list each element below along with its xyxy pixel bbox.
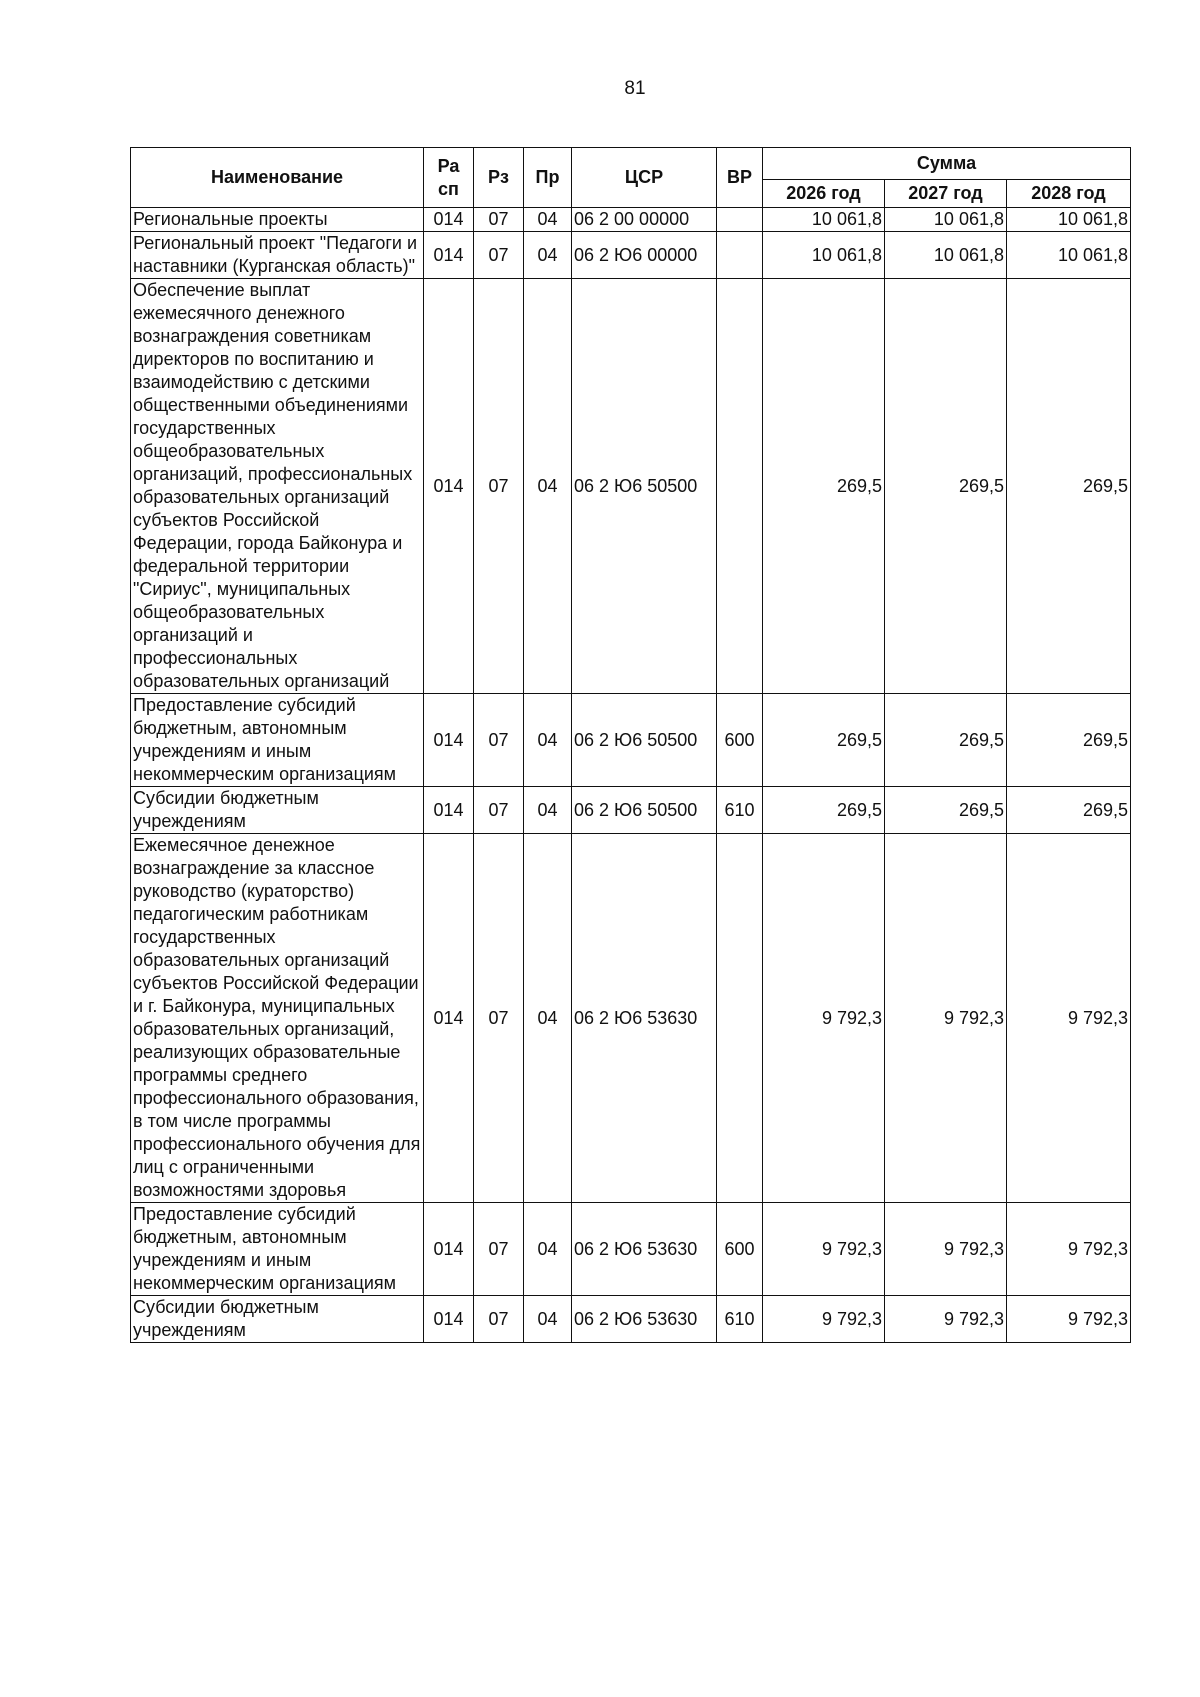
row-pr: 04: [524, 232, 572, 279]
row-vr: [717, 208, 763, 232]
row-csr: 06 2 Ю6 50500: [572, 787, 717, 834]
header-vr: ВР: [717, 148, 763, 208]
header-rasp-top: Ра: [437, 155, 460, 176]
row-csr: 06 2 Ю6 53630: [572, 1296, 717, 1343]
row-pr: 04: [524, 1203, 572, 1296]
page-number: 81: [624, 78, 646, 99]
header-year-2027: 2027 год: [885, 180, 1007, 208]
row-pr: 04: [524, 694, 572, 787]
row-sum-2027: 269,5: [885, 694, 1007, 787]
row-rz: 07: [474, 694, 524, 787]
row-sum-2026: 10 061,8: [763, 208, 885, 232]
row-sum-2026: 9 792,3: [763, 834, 885, 1203]
row-name: Ежемесячное денежное вознаграждение за классное руководство (кураторство) педагогическим работникам государственных образовательных организаций субъектов Российской Федерации и г. Байконура, муниципальных образовательных организаций, реализующих образовательные программы среднего профессионального образования, в том числе программы профессионального обучения для лиц с ограниченными возможностями здоровья: [131, 834, 424, 1203]
row-vr: [717, 279, 763, 694]
row-sum-2028: 9 792,3: [1007, 834, 1131, 1203]
header-rz: Рз: [474, 148, 524, 208]
row-pr: 04: [524, 834, 572, 1203]
table-row: [131, 1296, 1131, 1343]
row-pr: 04: [524, 1296, 572, 1343]
row-name: Предоставление субсидий бюджетным, автономным учреждениям и иным некоммерческим организациям: [131, 694, 424, 787]
header-pr: Пр: [524, 148, 572, 208]
budget-table: [130, 147, 1131, 1343]
row-rz: 07: [474, 1203, 524, 1296]
row-name: Субсидии бюджетным учреждениям: [131, 1296, 424, 1343]
header-name: Наименование: [131, 148, 424, 208]
row-sum-2028: 9 792,3: [1007, 1296, 1131, 1343]
row-name: Предоставление субсидий бюджетным, автономным учреждениям и иным некоммерческим организациям: [131, 1203, 424, 1296]
row-sum-2026: 269,5: [763, 279, 885, 694]
row-sum-2028: 10 061,8: [1007, 232, 1131, 279]
header-rasp: [424, 148, 474, 208]
row-rasp: 014: [424, 787, 474, 834]
row-name: Субсидии бюджетным учреждениям: [131, 787, 424, 834]
row-vr: 600: [717, 694, 763, 787]
row-pr: 04: [524, 208, 572, 232]
row-sum-2026: 9 792,3: [763, 1203, 885, 1296]
header-year-2026: 2026 год: [763, 180, 885, 208]
row-rz: 07: [474, 208, 524, 232]
row-vr: 610: [717, 1296, 763, 1343]
row-sum-2027: 9 792,3: [885, 1203, 1007, 1296]
row-vr: 610: [717, 787, 763, 834]
row-csr: 06 2 Ю6 00000: [572, 232, 717, 279]
row-sum-2026: 269,5: [763, 694, 885, 787]
table-row: [131, 694, 1131, 787]
table-body: [131, 208, 1131, 1343]
table-row: [131, 208, 1131, 232]
row-rz: 07: [474, 787, 524, 834]
table-row: [131, 787, 1131, 834]
header-sum: Сумма: [763, 148, 1131, 180]
row-name: Региональные проекты: [131, 208, 424, 232]
row-csr: 06 2 00 00000: [572, 208, 717, 232]
row-rasp: 014: [424, 279, 474, 694]
row-rz: 07: [474, 1296, 524, 1343]
row-sum-2028: 269,5: [1007, 279, 1131, 694]
row-rz: 07: [474, 279, 524, 694]
row-sum-2026: 9 792,3: [763, 1296, 885, 1343]
header-csr: ЦСР: [572, 148, 717, 208]
row-sum-2027: 9 792,3: [885, 1296, 1007, 1343]
row-name: Обеспечение выплат ежемесячного денежного вознаграждения советникам директоров по воспитанию и взаимодействию с детскими общественными объединениями государственных общеобразовательных организаций, профессиональных образовательных организаций субъектов Российской Федерации, города Байконура и федеральной территории "Сириус", муниципальных общеобразовательных организаций и профессиональных образовательных организаций: [131, 279, 424, 694]
table-row: [131, 834, 1131, 1203]
table-row: [131, 232, 1131, 279]
row-vr: [717, 232, 763, 279]
header-year-2028: 2028 год: [1007, 180, 1131, 208]
row-pr: 04: [524, 787, 572, 834]
table-row: [131, 279, 1131, 694]
header-rasp-bottom: сп: [438, 178, 459, 199]
row-rz: 07: [474, 834, 524, 1203]
row-rasp: 014: [424, 1296, 474, 1343]
row-rasp: 014: [424, 694, 474, 787]
row-csr: 06 2 Ю6 50500: [572, 694, 717, 787]
row-rasp: 014: [424, 834, 474, 1203]
row-vr: [717, 834, 763, 1203]
row-sum-2028: 10 061,8: [1007, 208, 1131, 232]
row-csr: 06 2 Ю6 53630: [572, 1203, 717, 1296]
row-rasp: 014: [424, 1203, 474, 1296]
row-sum-2028: 269,5: [1007, 787, 1131, 834]
row-sum-2026: 10 061,8: [763, 232, 885, 279]
row-sum-2027: 269,5: [885, 279, 1007, 694]
row-sum-2028: 269,5: [1007, 694, 1131, 787]
row-sum-2027: 10 061,8: [885, 232, 1007, 279]
row-sum-2027: 9 792,3: [885, 834, 1007, 1203]
row-rz: 07: [474, 232, 524, 279]
row-name: Региональный проект "Педагоги и наставники (Курганская область)": [131, 232, 424, 279]
row-pr: 04: [524, 279, 572, 694]
row-csr: 06 2 Ю6 50500: [572, 279, 717, 694]
row-rasp: 014: [424, 208, 474, 232]
row-vr: 600: [717, 1203, 763, 1296]
row-rasp: 014: [424, 232, 474, 279]
table-row: [131, 1203, 1131, 1296]
row-sum-2027: 10 061,8: [885, 208, 1007, 232]
row-sum-2027: 269,5: [885, 787, 1007, 834]
row-sum-2026: 269,5: [763, 787, 885, 834]
row-csr: 06 2 Ю6 53630: [572, 834, 717, 1203]
row-sum-2028: 9 792,3: [1007, 1203, 1131, 1296]
table-header: [131, 148, 1131, 208]
